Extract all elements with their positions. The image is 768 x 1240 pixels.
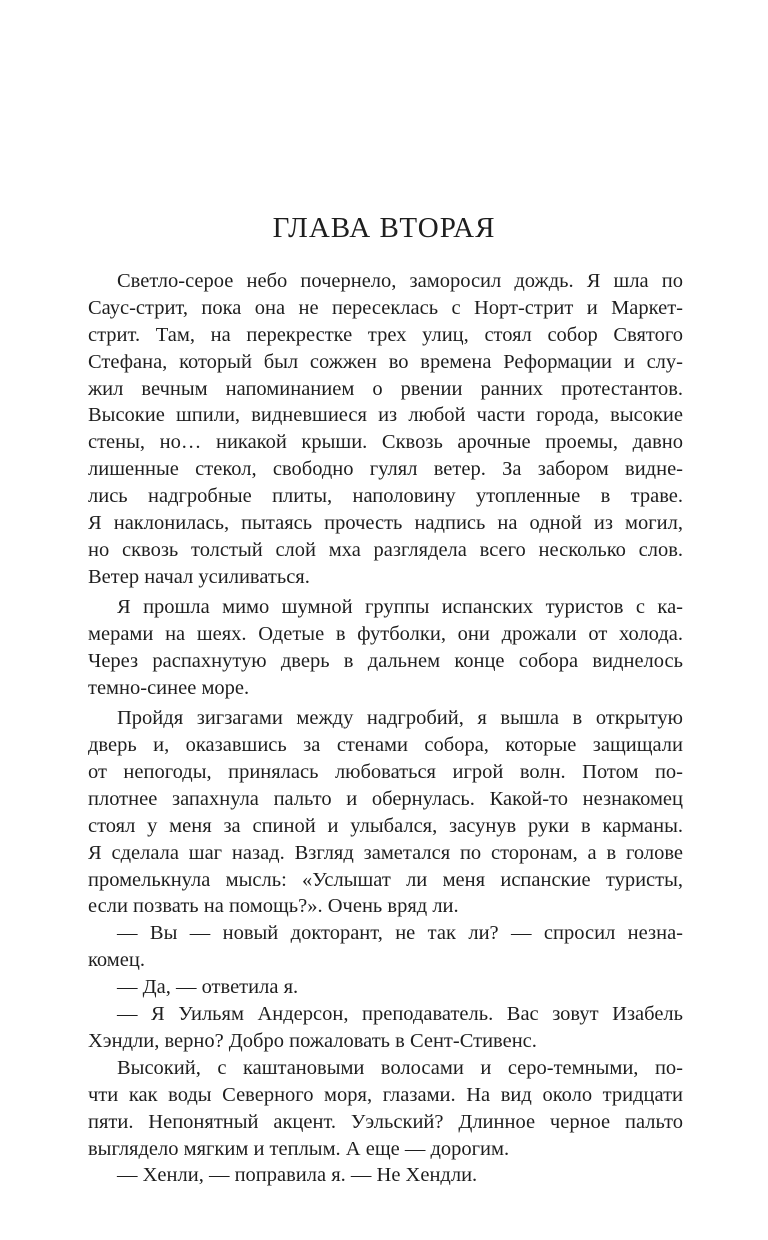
text-line: пяти. Непонятный акцент. Уэльский? Длинное черное пальто	[88, 1110, 683, 1133]
text-line: Пройдя зигзагами между надгробий, я вышла в открытую	[117, 707, 683, 730]
chapter-title: ГЛАВА ВТОРАЯ	[272, 212, 496, 244]
text-line: Высокие шпили, видневшиеся из любой части города, высокие	[88, 404, 683, 427]
text-line: — Хенли, — поправила я. — Не Хендли.	[117, 1164, 478, 1187]
text-line: но сквозь толстый слой мха разглядела всего несколько слов.	[88, 538, 683, 561]
text-line: промелькнула мысль: «Услышат ли меня испанские туристы,	[88, 868, 683, 891]
text-line: дверь и, оказавшись за стенами собора, которые защищали	[88, 734, 683, 757]
text-line: стрит. Там, на перекрестке трех улиц, стоял собор Святого	[88, 323, 683, 346]
text-line: лись надгробные плиты, наполовину утопленные в траве.	[88, 485, 683, 508]
text-line: Через распахнутую дверь в дальнем конце собора виднелось	[88, 649, 683, 672]
paragraph	[88, 1055, 683, 1189]
paragraph	[88, 268, 683, 591]
text-line: Стефана, который был сожжен во времена Реформации и слу-	[88, 350, 683, 373]
paragraph	[88, 705, 683, 920]
text-line: темно-синее море.	[88, 676, 250, 699]
text-line: плотнее запахнула пальто и обернулась. Какой-то незнакомец	[88, 787, 683, 810]
text-line: — Да, — ответила я.	[117, 976, 299, 999]
text-line: Ветер начал усиливаться.	[88, 565, 310, 588]
dialogue-block	[88, 920, 683, 1054]
text-line: Светло-серое небо почернело, заморосил дождь. Я шла по	[117, 270, 683, 292]
text-line: Высокий, с каштановыми волосами и серо-темными, по-	[117, 1056, 683, 1079]
text-line: Я сделала шаг назад. Взгляд заметался по сторонам, а в голове	[88, 841, 683, 864]
text-line: мерами на шеях. Одетые в футболки, они дрожали от холода.	[88, 623, 683, 646]
text-line: Саус-стрит, пока она не пересеклась с Норт-стрит и Маркет-	[88, 296, 683, 319]
paragraph	[88, 594, 683, 702]
text-line: лишенные стекол, свободно гулял ветер. За забором видне-	[88, 458, 683, 481]
text-line: если позвать на помощь?». Очень вряд ли.	[88, 895, 459, 918]
body-text	[88, 268, 683, 1189]
text-line: от непогоды, принялась любоваться игрой волн. Потом по-	[88, 761, 683, 784]
text-line: Я прошла мимо шумной группы испанских туристов с ка-	[117, 596, 683, 619]
text-line: — Я Уильям Андерсон, преподаватель. Вас зовут Изабель	[117, 1003, 683, 1026]
text-line: комец.	[88, 949, 145, 972]
text-line: стены, но… никакой крыши. Сквозь арочные проемы, давно	[88, 431, 683, 454]
text-line: выглядело мягким и теплым. А еще — дорогим.	[88, 1137, 510, 1160]
text-line: — Вы — новый докторант, не так ли? — спросил незна-	[117, 922, 683, 945]
text-line: стоял у меня за спиной и улыбался, засунув руки в карманы.	[88, 814, 683, 837]
text-line: Я наклонилась, пытаясь прочесть надпись на одной из могил,	[88, 512, 683, 535]
text-line: жил вечным напоминанием о рвении ранних протестантов.	[88, 377, 683, 400]
text-line: Хэндли, верно? Добро пожаловать в Сент-Стивенс.	[88, 1029, 537, 1052]
text-line: чти как воды Северного моря, глазами. На вид около тридцати	[88, 1083, 683, 1106]
